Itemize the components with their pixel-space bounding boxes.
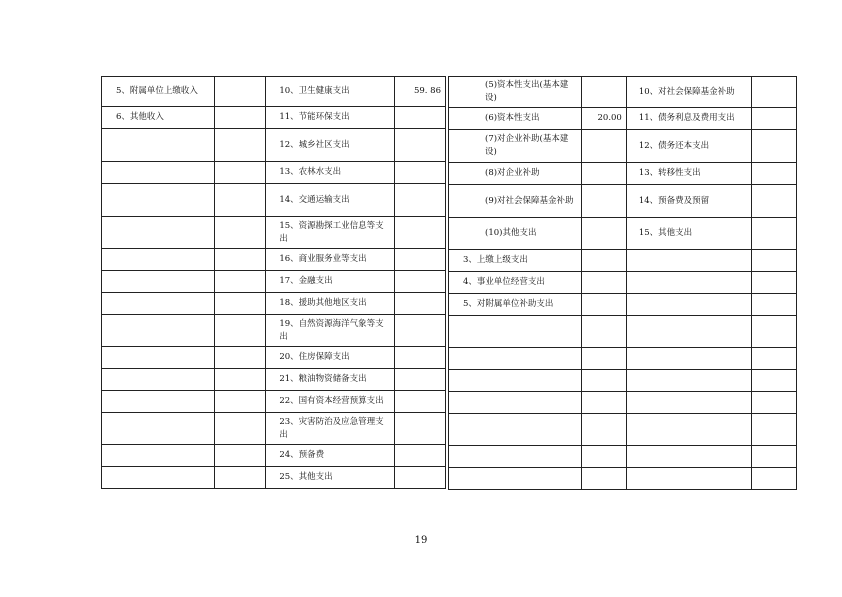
function-expense-amount-cell xyxy=(394,413,445,445)
function-expense-item-cell: 21、粮油物资储备支出 xyxy=(266,369,394,391)
economic-category-amount-cell xyxy=(751,163,796,185)
economic-category-amount-cell xyxy=(751,348,796,370)
income-item-cell xyxy=(102,293,215,315)
income-amount-cell xyxy=(215,77,266,107)
income-item-cell xyxy=(102,162,215,184)
income-amount-cell xyxy=(215,467,266,489)
expense-detail-amount-cell xyxy=(581,370,626,392)
income-amount-cell xyxy=(215,369,266,391)
income-amount-cell xyxy=(215,293,266,315)
left-table-row xyxy=(102,391,446,413)
economic-category-amount-cell xyxy=(751,316,796,348)
economic-category-amount-cell xyxy=(751,250,796,272)
income-amount-cell xyxy=(215,391,266,413)
economic-category-amount-cell xyxy=(751,392,796,414)
right-table-row xyxy=(449,468,797,490)
left-table-row xyxy=(102,315,446,347)
income-item-cell xyxy=(102,413,215,445)
income-amount-cell xyxy=(215,107,266,129)
income-item-cell xyxy=(102,271,215,293)
expense-detail-amount-cell xyxy=(581,218,626,250)
function-expense-amount-cell xyxy=(394,107,445,129)
expense-detail-item-cell xyxy=(449,316,582,348)
economic-category-item-cell: 15、其他支出 xyxy=(626,218,751,250)
income-item-cell: 5、附属单位上缴收入 xyxy=(102,77,215,107)
economic-category-item-cell xyxy=(626,392,751,414)
economic-category-amount-cell xyxy=(751,370,796,392)
right-table-row xyxy=(449,163,797,185)
left-table-row xyxy=(102,467,446,489)
expense-detail-amount-cell xyxy=(581,348,626,370)
expense-detail-amount-cell xyxy=(581,446,626,468)
function-expense-item-cell: 18、援助其他地区支出 xyxy=(266,293,394,315)
economic-category-amount-cell xyxy=(751,468,796,490)
expense-detail-amount-cell xyxy=(581,185,626,218)
function-expense-item-cell: 17、金融支出 xyxy=(266,271,394,293)
function-expense-item-cell: 25、其他支出 xyxy=(266,467,394,489)
expense-detail-amount-cell xyxy=(581,414,626,446)
function-expense-amount-cell xyxy=(394,467,445,489)
economic-category-item-cell: 13、转移性支出 xyxy=(626,163,751,185)
expense-detail-amount-cell xyxy=(581,163,626,185)
expense-detail-item-cell: (5)资本性支出(基本建设) xyxy=(449,77,582,108)
economic-category-item-cell xyxy=(626,370,751,392)
right-table-row xyxy=(449,446,797,468)
income-amount-cell xyxy=(215,162,266,184)
right-table-row xyxy=(449,272,797,294)
function-expense-amount-cell xyxy=(394,129,445,162)
expense-detail-amount-cell xyxy=(581,468,626,490)
left-table-row xyxy=(102,445,446,467)
expense-detail-item-cell: (7)对企业补助(基本建设) xyxy=(449,130,582,163)
income-item-cell xyxy=(102,467,215,489)
economic-category-amount-cell xyxy=(751,77,796,108)
income-amount-cell xyxy=(215,315,266,347)
function-expense-item-cell: 16、商业服务业等支出 xyxy=(266,249,394,271)
function-expense-amount-cell xyxy=(394,293,445,315)
left-table-row xyxy=(102,347,446,369)
function-expense-amount-cell xyxy=(394,184,445,217)
income-item-cell xyxy=(102,369,215,391)
income-amount-cell xyxy=(215,347,266,369)
expense-detail-amount-cell xyxy=(581,130,626,163)
function-expense-amount-cell xyxy=(394,347,445,369)
left-table-row xyxy=(102,271,446,293)
expense-detail-item-cell xyxy=(449,446,582,468)
function-expense-amount-cell xyxy=(394,391,445,413)
expense-detail-amount-cell xyxy=(581,392,626,414)
page-number: 19 xyxy=(414,535,428,546)
function-expense-item-cell: 11、节能环保支出 xyxy=(266,107,394,129)
income-item-cell xyxy=(102,445,215,467)
right-table-row xyxy=(449,316,797,348)
left-table-row xyxy=(102,162,446,184)
income-amount-cell xyxy=(215,445,266,467)
left-budget-table xyxy=(101,76,446,489)
expense-detail-item-cell xyxy=(449,348,582,370)
function-expense-item-cell: 24、预备费 xyxy=(266,445,394,467)
function-expense-amount-cell: 59. 86 xyxy=(394,77,445,107)
right-table-row xyxy=(449,348,797,370)
economic-category-item-cell xyxy=(626,468,751,490)
left-table-row xyxy=(102,107,446,129)
expense-detail-amount-cell xyxy=(581,272,626,294)
income-item-cell xyxy=(102,217,215,249)
economic-category-amount-cell xyxy=(751,185,796,218)
right-table-row xyxy=(449,130,797,163)
left-table-row xyxy=(102,413,446,445)
expense-detail-item-cell: (8)对企业补助 xyxy=(449,163,582,185)
economic-category-item-cell xyxy=(626,272,751,294)
right-table-row xyxy=(449,218,797,250)
function-expense-amount-cell xyxy=(394,217,445,249)
economic-category-item-cell xyxy=(626,316,751,348)
economic-category-amount-cell xyxy=(751,272,796,294)
function-expense-item-cell: 19、自然资源海洋气象等支出 xyxy=(266,315,394,347)
income-item-cell xyxy=(102,315,215,347)
expense-detail-amount-cell: 20.00 xyxy=(581,108,626,130)
income-amount-cell xyxy=(215,184,266,217)
expense-detail-item-cell: 5、对附属单位补助支出 xyxy=(449,294,582,316)
function-expense-item-cell: 12、城乡社区支出 xyxy=(266,129,394,162)
left-table-row xyxy=(102,217,446,249)
economic-category-item-cell: 12、债务还本支出 xyxy=(626,130,751,163)
expense-detail-item-cell xyxy=(449,392,582,414)
economic-category-item-cell xyxy=(626,294,751,316)
right-table-row xyxy=(449,108,797,130)
income-item-cell: 6、其他收入 xyxy=(102,107,215,129)
economic-category-amount-cell xyxy=(751,294,796,316)
right-table-row xyxy=(449,370,797,392)
left-table-row xyxy=(102,184,446,217)
right-table-row xyxy=(449,414,797,446)
economic-category-amount-cell xyxy=(751,108,796,130)
function-expense-item-cell: 14、交通运输支出 xyxy=(266,184,394,217)
left-table-row xyxy=(102,369,446,391)
economic-category-item-cell xyxy=(626,348,751,370)
economic-category-amount-cell xyxy=(751,218,796,250)
left-table-row xyxy=(102,77,446,107)
expense-detail-item-cell: (6)资本性支出 xyxy=(449,108,582,130)
function-expense-item-cell: 10、卫生健康支出 xyxy=(266,77,394,107)
economic-category-item-cell xyxy=(626,446,751,468)
income-amount-cell xyxy=(215,129,266,162)
function-expense-amount-cell xyxy=(394,271,445,293)
function-expense-item-cell: 23、灾害防治及应急管理支出 xyxy=(266,413,394,445)
expense-detail-amount-cell xyxy=(581,294,626,316)
function-expense-amount-cell xyxy=(394,315,445,347)
economic-category-amount-cell xyxy=(751,130,796,163)
left-table-row xyxy=(102,249,446,271)
right-table-row xyxy=(449,250,797,272)
expense-detail-item-cell: (9)对社会保障基金补助 xyxy=(449,185,582,218)
function-expense-amount-cell xyxy=(394,249,445,271)
income-item-cell xyxy=(102,184,215,217)
expense-detail-item-cell: (10)其他支出 xyxy=(449,218,582,250)
left-table-row xyxy=(102,293,446,315)
function-expense-item-cell: 15、资源勘探工业信息等支出 xyxy=(266,217,394,249)
economic-category-amount-cell xyxy=(751,446,796,468)
function-expense-item-cell: 20、住房保障支出 xyxy=(266,347,394,369)
function-expense-item-cell: 22、国有资本经营预算支出 xyxy=(266,391,394,413)
right-budget-table xyxy=(448,76,797,490)
expense-detail-amount-cell xyxy=(581,250,626,272)
income-amount-cell xyxy=(215,413,266,445)
right-table-row xyxy=(449,185,797,218)
economic-category-item-cell: 14、预备费及预留 xyxy=(626,185,751,218)
function-expense-amount-cell xyxy=(394,445,445,467)
income-amount-cell xyxy=(215,217,266,249)
economic-category-item-cell: 10、对社会保障基金补助 xyxy=(626,77,751,108)
function-expense-item-cell: 13、农林水支出 xyxy=(266,162,394,184)
income-item-cell xyxy=(102,347,215,369)
function-expense-amount-cell xyxy=(394,369,445,391)
expense-detail-item-cell: 4、事业单位经营支出 xyxy=(449,272,582,294)
function-expense-amount-cell xyxy=(394,162,445,184)
income-amount-cell xyxy=(215,271,266,293)
right-table-row xyxy=(449,294,797,316)
income-item-cell xyxy=(102,391,215,413)
expense-detail-item-cell xyxy=(449,370,582,392)
economic-category-item-cell: 11、债务利息及费用支出 xyxy=(626,108,751,130)
expense-detail-item-cell: 3、上缴上级支出 xyxy=(449,250,582,272)
expense-detail-amount-cell xyxy=(581,77,626,108)
economic-category-amount-cell xyxy=(751,414,796,446)
economic-category-item-cell xyxy=(626,414,751,446)
right-table-row xyxy=(449,392,797,414)
right-table-row xyxy=(449,77,797,108)
left-table-row xyxy=(102,129,446,162)
income-amount-cell xyxy=(215,249,266,271)
income-item-cell xyxy=(102,249,215,271)
expense-detail-item-cell xyxy=(449,468,582,490)
expense-detail-amount-cell xyxy=(581,316,626,348)
income-item-cell xyxy=(102,129,215,162)
economic-category-item-cell xyxy=(626,250,751,272)
expense-detail-item-cell xyxy=(449,414,582,446)
